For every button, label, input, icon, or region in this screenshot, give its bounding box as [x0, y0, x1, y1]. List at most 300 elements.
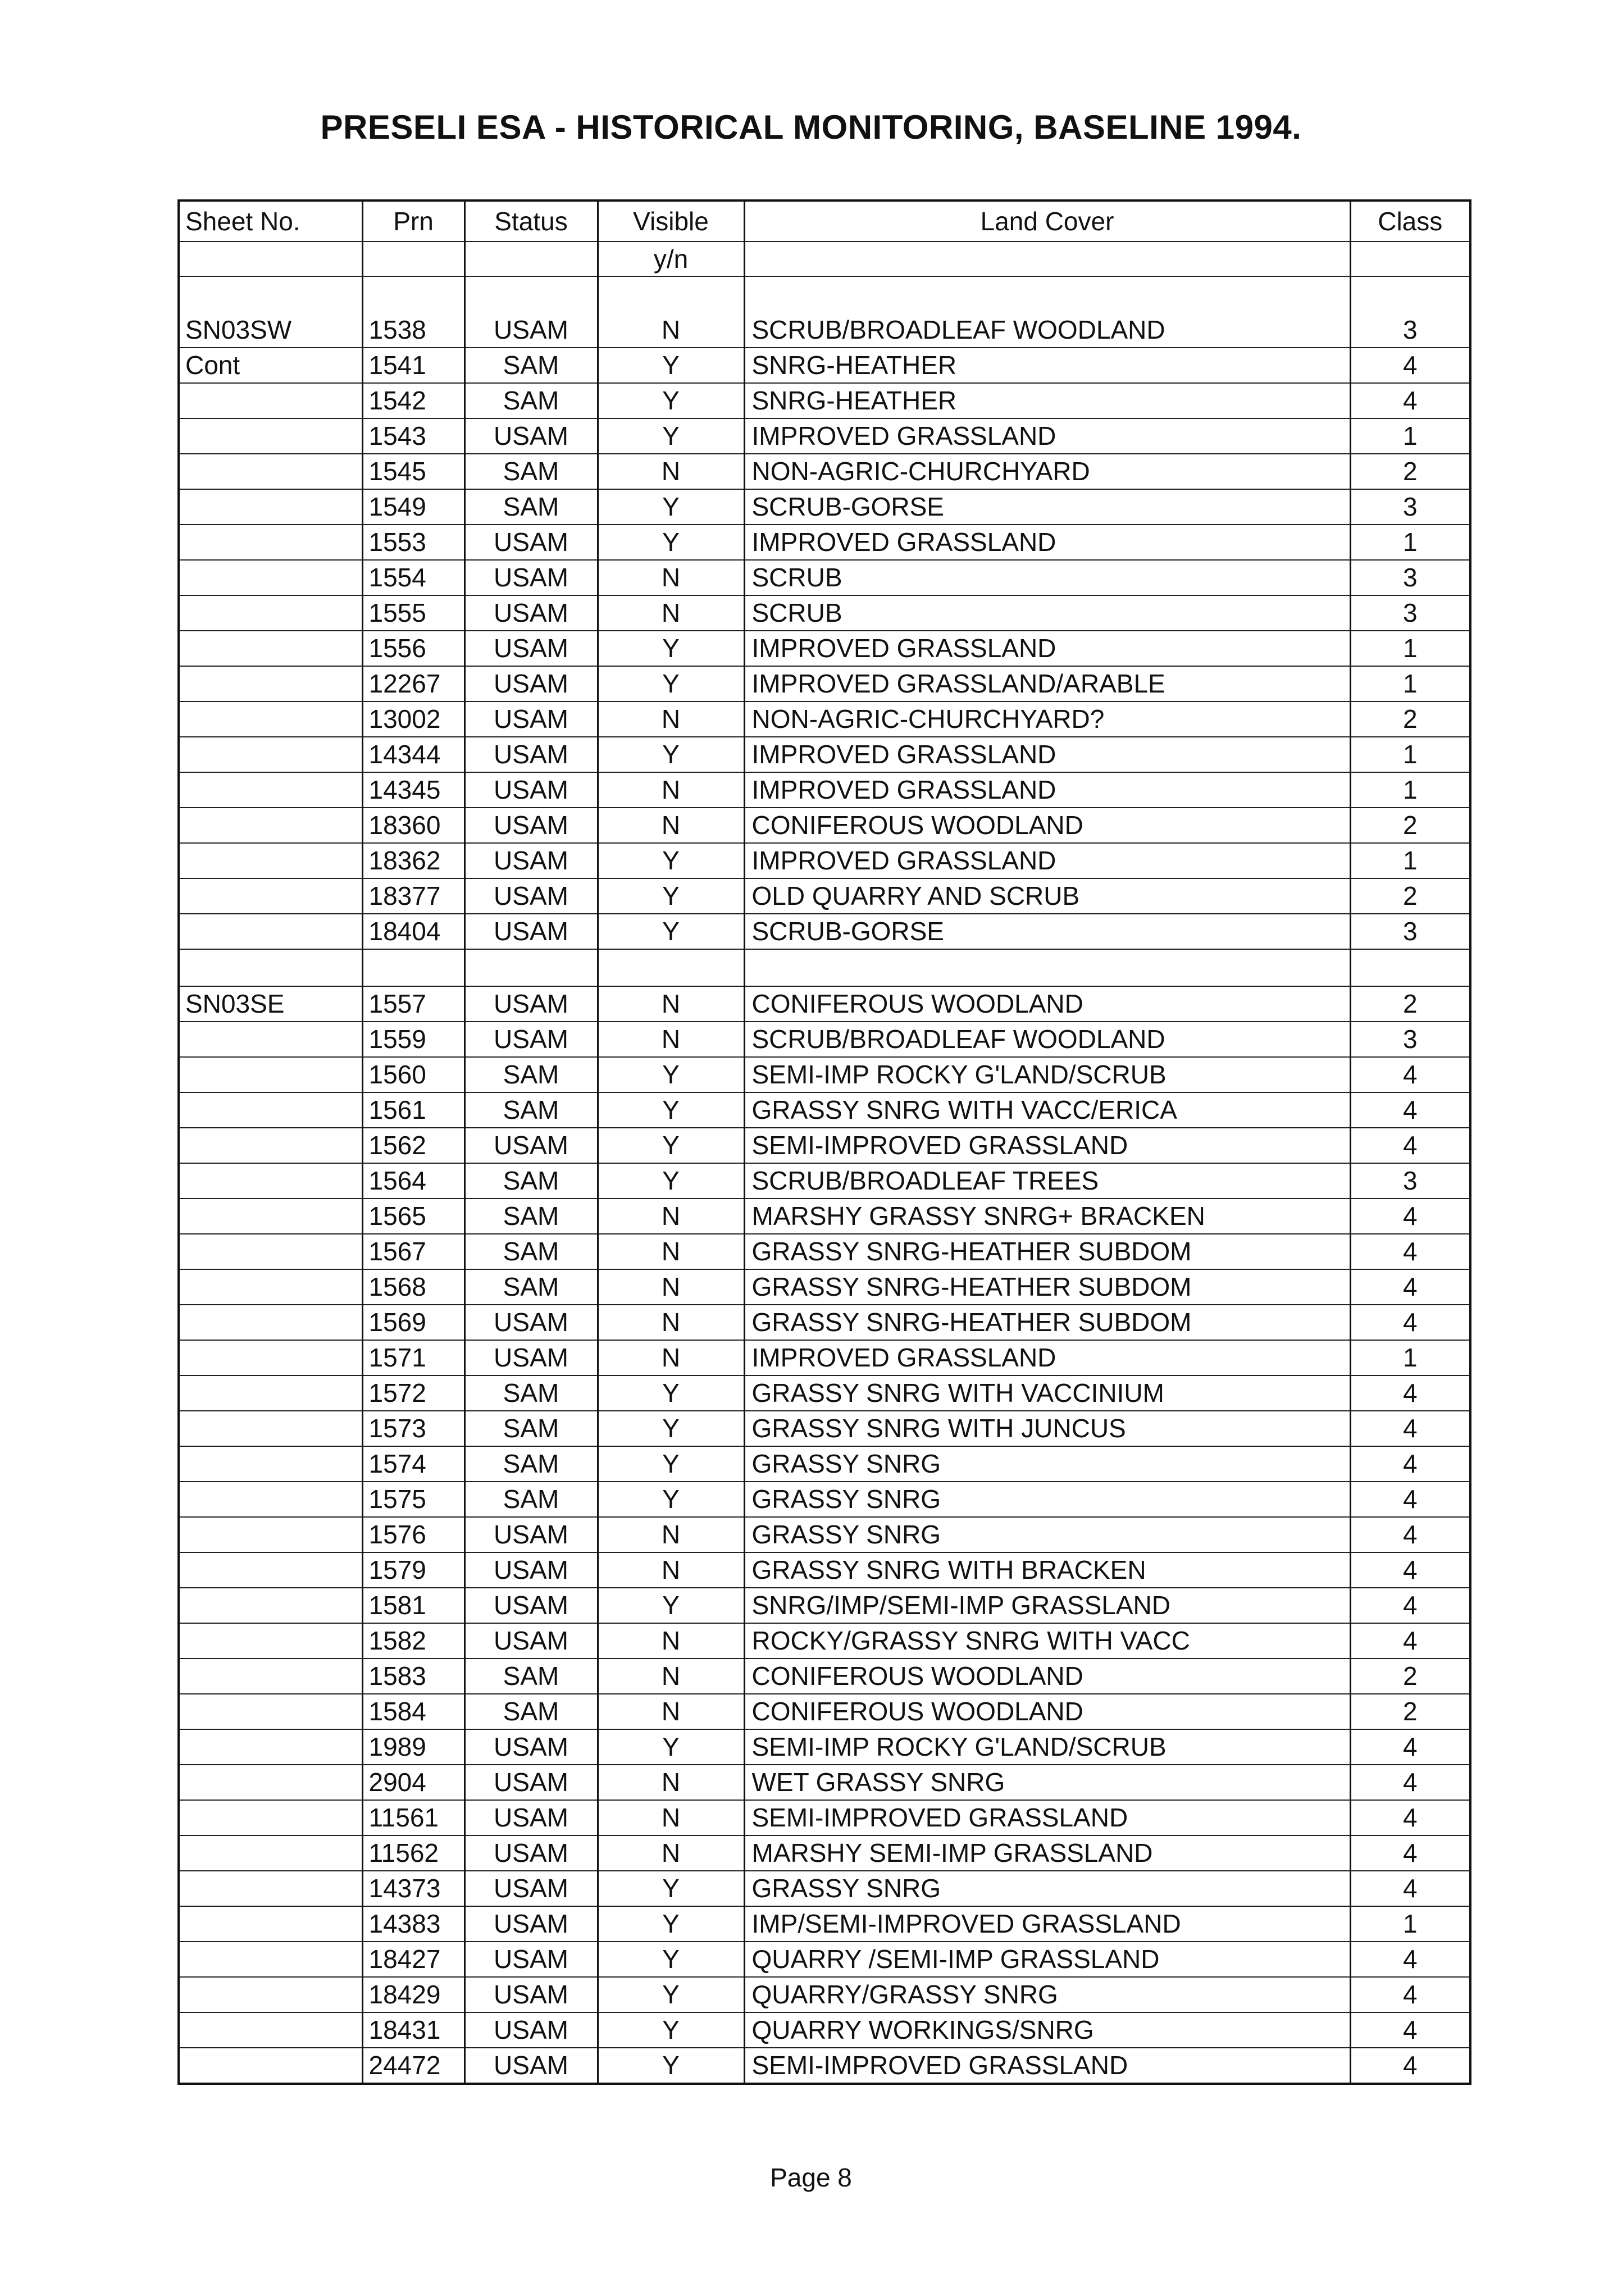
cell-class: 4 [1350, 1057, 1470, 1092]
cell-status: USAM [464, 914, 598, 949]
table-row [179, 737, 1470, 772]
table-row [179, 1623, 1470, 1659]
cell-land-cover: IMPROVED GRASSLAND/ARABLE [744, 666, 1350, 701]
cell-status: USAM [464, 1800, 598, 1835]
cell-land-cover: SNRG/IMP/SEMI-IMP GRASSLAND [744, 1588, 1350, 1623]
table-row [179, 1800, 1470, 1835]
table-body [179, 313, 1470, 2084]
cell-land-cover: GRASSY SNRG [744, 1871, 1350, 1906]
cell-visible: Y [598, 348, 744, 383]
cell-status: SAM [464, 1694, 598, 1729]
cell-prn: 1571 [362, 1340, 464, 1375]
cell-status: USAM [464, 1128, 598, 1163]
cell-sheet-no [179, 1340, 362, 1375]
cell-class: 4 [1350, 348, 1470, 383]
cell-sheet-no [179, 1092, 362, 1128]
cell-class: 4 [1350, 1623, 1470, 1659]
cell-sheet-no: SN03SE [179, 986, 362, 1022]
cell-class: 1 [1350, 772, 1470, 808]
cell-visible: N [598, 313, 744, 348]
cell-prn: 1584 [362, 1694, 464, 1729]
cell-land-cover: SCRUB [744, 560, 1350, 595]
cell-class: 4 [1350, 1269, 1470, 1305]
cell-sheet-no [179, 1659, 362, 1694]
cell-sheet-no [179, 1623, 362, 1659]
cell-prn: 1554 [362, 560, 464, 595]
cell-visible: N [598, 1517, 744, 1552]
cell-prn: 14345 [362, 772, 464, 808]
cell-land-cover: IMPROVED GRASSLAND [744, 737, 1350, 772]
cell-prn: 14344 [362, 737, 464, 772]
monitoring-table-container [177, 199, 1469, 2085]
cell-sheet-no [179, 1588, 362, 1623]
cell-status: USAM [464, 1552, 598, 1588]
cell-visible: N [598, 1199, 744, 1234]
cell-class: 4 [1350, 1411, 1470, 1446]
cell-sheet-no [179, 1906, 362, 1942]
cell-prn: 1582 [362, 1623, 464, 1659]
cell-visible: N [598, 808, 744, 843]
table-row [179, 878, 1470, 914]
cell-status: USAM [464, 313, 598, 348]
cell-sheet-no [179, 701, 362, 737]
cell-status: SAM [464, 454, 598, 489]
cell-class: 2 [1350, 701, 1470, 737]
table-row [179, 1057, 1470, 1092]
cell-land-cover: IMP/SEMI-IMPROVED GRASSLAND [744, 1906, 1350, 1942]
spacer-row [179, 276, 1470, 313]
cell-visible: N [598, 1552, 744, 1588]
cell-visible: Y [598, 2048, 744, 2084]
cell-sheet-no [179, 560, 362, 595]
cell-land-cover: SNRG-HEATHER [744, 383, 1350, 418]
cell-status: USAM [464, 1517, 598, 1552]
cell-sheet-no [179, 1305, 362, 1340]
cell-land-cover: GRASSY SNRG [744, 1482, 1350, 1517]
cell-status: USAM [464, 631, 598, 666]
cell-visible: Y [598, 489, 744, 525]
cell-visible: N [598, 560, 744, 595]
cell-visible: Y [598, 1375, 744, 1411]
monitoring-table [177, 199, 1471, 2085]
cell-status: USAM [464, 1305, 598, 1340]
cell-status: USAM [464, 737, 598, 772]
cell-visible: Y [598, 1906, 744, 1942]
table-row [179, 1588, 1470, 1623]
cell-sheet-no [179, 1057, 362, 1092]
cell-visible: N [598, 1765, 744, 1800]
cell-sheet-no [179, 1128, 362, 1163]
cell-visible: N [598, 1694, 744, 1729]
table-row [179, 1977, 1470, 2012]
cell-sheet-no [179, 737, 362, 772]
cell-visible: N [598, 1340, 744, 1375]
cell-prn: 1542 [362, 383, 464, 418]
cell-prn: 1557 [362, 986, 464, 1022]
table-row [179, 525, 1470, 560]
cell-visible: N [598, 595, 744, 631]
cell-prn: 24472 [362, 2048, 464, 2084]
cell-prn: 1555 [362, 595, 464, 631]
cell-visible: Y [598, 1482, 744, 1517]
cell-status: SAM [464, 1057, 598, 1092]
table-row [179, 454, 1470, 489]
cell-land-cover: CONIFEROUS WOODLAND [744, 808, 1350, 843]
cell-prn: 1989 [362, 1729, 464, 1765]
cell-prn: 13002 [362, 701, 464, 737]
cell-sheet-no [179, 1411, 362, 1446]
cell-status: SAM [464, 1163, 598, 1199]
cell-sheet-no [179, 1234, 362, 1269]
cell-class: 3 [1350, 914, 1470, 949]
cell-prn: 1576 [362, 1517, 464, 1552]
table-row [179, 1765, 1470, 1800]
cell-class: 2 [1350, 1694, 1470, 1729]
cell-sheet-no [179, 1765, 362, 1800]
cell-status: USAM [464, 560, 598, 595]
cell-sheet-no [179, 666, 362, 701]
table-row [179, 1269, 1470, 1305]
cell-land-cover: SNRG-HEATHER [744, 348, 1350, 383]
cell-land-cover: SCRUB-GORSE [744, 489, 1350, 525]
cell-class: 4 [1350, 1765, 1470, 1800]
page-title: PRESELI ESA - HISTORICAL MONITORING, BASELINE 1994. [320, 108, 1302, 146]
cell-visible: Y [598, 1729, 744, 1765]
cell-prn: 1553 [362, 525, 464, 560]
cell-visible: N [598, 1623, 744, 1659]
cell-status: USAM [464, 1022, 598, 1057]
cell-status: SAM [464, 383, 598, 418]
cell-prn: 12267 [362, 666, 464, 701]
cell-prn: 1567 [362, 1234, 464, 1269]
cell-sheet-no [179, 808, 362, 843]
cell-sheet-no [179, 1375, 362, 1411]
cell-land-cover: ROCKY/GRASSY SNRG WITH VACC [744, 1623, 1350, 1659]
cell-sheet-no [179, 914, 362, 949]
table-row [179, 1446, 1470, 1482]
header-prn: Prn [362, 201, 464, 242]
cell-sheet-no [179, 878, 362, 914]
cell-status: USAM [464, 525, 598, 560]
cell-class: 1 [1350, 737, 1470, 772]
cell-sheet-no: SN03SW [179, 313, 362, 348]
table-row [179, 418, 1470, 454]
table-row [179, 914, 1470, 949]
table-row [179, 631, 1470, 666]
cell-land-cover: IMPROVED GRASSLAND [744, 418, 1350, 454]
header-visible: Visible [598, 201, 744, 242]
table-row [179, 383, 1470, 418]
cell-land-cover: SCRUB-GORSE [744, 914, 1350, 949]
cell-status: USAM [464, 1765, 598, 1800]
header-sub-empty [464, 242, 598, 276]
table-row [179, 1835, 1470, 1871]
header-sub-empty [744, 242, 1350, 276]
cell-visible: N [598, 1835, 744, 1871]
table-header [179, 201, 1470, 313]
cell-prn: 1573 [362, 1411, 464, 1446]
table-row [179, 1163, 1470, 1199]
cell-class: 4 [1350, 1199, 1470, 1234]
cell-prn: 1561 [362, 1092, 464, 1128]
cell-sheet-no [179, 595, 362, 631]
cell-sheet-no [179, 1552, 362, 1588]
cell-status: USAM [464, 772, 598, 808]
cell-land-cover: GRASSY SNRG [744, 1517, 1350, 1552]
header-land-cover: Land Cover [744, 201, 1350, 242]
cell-class: 1 [1350, 418, 1470, 454]
table-row [179, 348, 1470, 383]
cell-land-cover: IMPROVED GRASSLAND [744, 631, 1350, 666]
cell-land-cover: QUARRY/GRASSY SNRG [744, 1977, 1350, 2012]
cell-land-cover: WET GRASSY SNRG [744, 1765, 1350, 1800]
cell-class: 4 [1350, 1092, 1470, 1128]
header-sub-empty [179, 242, 362, 276]
cell-prn: 1583 [362, 1659, 464, 1694]
cell-class: 2 [1350, 1659, 1470, 1694]
cell-visible: Y [598, 666, 744, 701]
cell-prn: 1549 [362, 489, 464, 525]
cell-sheet-no [179, 525, 362, 560]
cell-class: 4 [1350, 1729, 1470, 1765]
cell-visible: N [598, 1269, 744, 1305]
cell-prn: 18431 [362, 2012, 464, 2048]
table-row [179, 560, 1470, 595]
cell-prn: 18360 [362, 808, 464, 843]
cell-sheet-no [179, 454, 362, 489]
header-status: Status [464, 201, 598, 242]
table-row [179, 1871, 1470, 1906]
cell-class: 4 [1350, 2012, 1470, 2048]
cell-land-cover: CONIFEROUS WOODLAND [744, 1659, 1350, 1694]
cell-class: 4 [1350, 1234, 1470, 1269]
table-row [179, 1199, 1470, 1234]
cell-land-cover: SCRUB/BROADLEAF WOODLAND [744, 313, 1350, 348]
header-visible-sub: y/n [598, 242, 744, 276]
cell-class: 3 [1350, 560, 1470, 595]
cell-sheet-no [179, 1199, 362, 1234]
cell-visible: Y [598, 737, 744, 772]
cell-class: 4 [1350, 1482, 1470, 1517]
cell-prn: 1564 [362, 1163, 464, 1199]
cell-status: USAM [464, 2012, 598, 2048]
cell-visible: N [598, 986, 744, 1022]
cell-prn: 18404 [362, 914, 464, 949]
cell-status: USAM [464, 986, 598, 1022]
cell-visible: Y [598, 1163, 744, 1199]
cell-sheet-no [179, 418, 362, 454]
cell-prn: 1579 [362, 1552, 464, 1588]
cell-status: USAM [464, 1871, 598, 1906]
cell-land-cover: GRASSY SNRG WITH JUNCUS [744, 1411, 1350, 1446]
cell-class: 4 [1350, 1942, 1470, 1977]
cell-status: SAM [464, 1411, 598, 1446]
cell-visible: Y [598, 631, 744, 666]
cell-land-cover: GRASSY SNRG [744, 1446, 1350, 1482]
table-row [179, 1375, 1470, 1411]
cell-sheet-no [179, 2048, 362, 2084]
table-row [179, 808, 1470, 843]
cell-prn: 14383 [362, 1906, 464, 1942]
cell-status: SAM [464, 1482, 598, 1517]
cell-class: 4 [1350, 1977, 1470, 2012]
cell-land-cover: OLD QUARRY AND SCRUB [744, 878, 1350, 914]
table-row [179, 1942, 1470, 1977]
cell-prn: 18362 [362, 843, 464, 878]
cell-visible: Y [598, 1092, 744, 1128]
cell-sheet-no [179, 1835, 362, 1871]
cell-class: 1 [1350, 1906, 1470, 1942]
cell-visible: Y [598, 914, 744, 949]
cell-status: SAM [464, 1092, 598, 1128]
cell-visible: Y [598, 1128, 744, 1163]
cell-class: 3 [1350, 489, 1470, 525]
cell-sheet-no [179, 1269, 362, 1305]
cell-status: USAM [464, 843, 598, 878]
cell-status: SAM [464, 1269, 598, 1305]
cell-visible: N [598, 454, 744, 489]
cell-visible: N [598, 1022, 744, 1057]
cell-prn: 1543 [362, 418, 464, 454]
cell-land-cover: GRASSY SNRG WITH BRACKEN [744, 1552, 1350, 1588]
cell-visible: Y [598, 418, 744, 454]
cell-prn: 1565 [362, 1199, 464, 1234]
cell-prn: 1574 [362, 1446, 464, 1482]
cell-visible: N [598, 772, 744, 808]
cell-sheet-no [179, 1729, 362, 1765]
cell-class: 4 [1350, 1552, 1470, 1588]
cell-prn: 1559 [362, 1022, 464, 1057]
cell-class: 3 [1350, 1163, 1470, 1199]
cell-land-cover: SEMI-IMP ROCKY G'LAND/SCRUB [744, 1057, 1350, 1092]
cell-sheet-no [179, 631, 362, 666]
cell-prn: 11561 [362, 1800, 464, 1835]
cell-sheet-no: Cont [179, 348, 362, 383]
cell-sheet-no [179, 1800, 362, 1835]
cell-sheet-no [179, 1022, 362, 1057]
cell-visible: N [598, 1234, 744, 1269]
cell-class: 1 [1350, 666, 1470, 701]
table-row [179, 2048, 1470, 2084]
cell-status: USAM [464, 701, 598, 737]
cell-status: SAM [464, 348, 598, 383]
cell-prn: 1545 [362, 454, 464, 489]
cell-class: 4 [1350, 1446, 1470, 1482]
table-row [179, 1659, 1470, 1694]
header-sub-empty [362, 242, 464, 276]
table-row [179, 772, 1470, 808]
cell-land-cover: NON-AGRIC-CHURCHYARD? [744, 701, 1350, 737]
cell-land-cover: GRASSY SNRG-HEATHER SUBDOM [744, 1234, 1350, 1269]
cell-land-cover: SEMI-IMPROVED GRASSLAND [744, 2048, 1350, 2084]
cell-status: USAM [464, 1942, 598, 1977]
table-row [179, 1305, 1470, 1340]
cell-class: 4 [1350, 383, 1470, 418]
table-row [179, 1128, 1470, 1163]
cell-status: USAM [464, 1588, 598, 1623]
cell-prn: 18377 [362, 878, 464, 914]
cell-land-cover: GRASSY SNRG WITH VACC/ERICA [744, 1092, 1350, 1128]
table-row [179, 1517, 1470, 1552]
cell-class: 2 [1350, 878, 1470, 914]
cell-status: USAM [464, 595, 598, 631]
table-row [179, 1022, 1470, 1057]
table-row [179, 1092, 1470, 1128]
cell-class: 4 [1350, 1375, 1470, 1411]
cell-status: USAM [464, 1623, 598, 1659]
cell-class: 2 [1350, 986, 1470, 1022]
cell-status: SAM [464, 1199, 598, 1234]
cell-class: 2 [1350, 808, 1470, 843]
cell-prn: 1572 [362, 1375, 464, 1411]
cell-prn: 18427 [362, 1942, 464, 1977]
table-row [179, 1234, 1470, 1269]
cell-class: 4 [1350, 1835, 1470, 1871]
header-row [179, 201, 1470, 242]
cell-sheet-no [179, 2012, 362, 2048]
cell-land-cover: SCRUB/BROADLEAF TREES [744, 1163, 1350, 1199]
table-row [179, 843, 1470, 878]
cell-prn: 18429 [362, 1977, 464, 2012]
header-sheet: Sheet No. [179, 201, 362, 242]
cell-status: USAM [464, 2048, 598, 2084]
cell-visible: N [598, 701, 744, 737]
cell-land-cover: MARSHY SEMI-IMP GRASSLAND [744, 1835, 1350, 1871]
cell-status: SAM [464, 1446, 598, 1482]
cell-visible: Y [598, 1057, 744, 1092]
cell-class: 1 [1350, 843, 1470, 878]
cell-class: 1 [1350, 631, 1470, 666]
cell-visible: N [598, 1659, 744, 1694]
table-row [179, 489, 1470, 525]
table-row [179, 986, 1470, 1022]
cell-visible: N [598, 1800, 744, 1835]
table-row [179, 666, 1470, 701]
cell-prn: 1541 [362, 348, 464, 383]
cell-prn: 1581 [362, 1588, 464, 1623]
cell-class: 4 [1350, 2048, 1470, 2084]
cell-land-cover: SEMI-IMPROVED GRASSLAND [744, 1800, 1350, 1835]
cell-prn: 1568 [362, 1269, 464, 1305]
cell-status: USAM [464, 808, 598, 843]
cell-land-cover: NON-AGRIC-CHURCHYARD [744, 454, 1350, 489]
cell-status: USAM [464, 666, 598, 701]
table-row [179, 313, 1470, 348]
cell-status: SAM [464, 1375, 598, 1411]
cell-land-cover: CONIFEROUS WOODLAND [744, 986, 1350, 1022]
cell-sheet-no [179, 1482, 362, 1517]
cell-prn: 1569 [362, 1305, 464, 1340]
cell-class: 4 [1350, 1871, 1470, 1906]
cell-prn: 1560 [362, 1057, 464, 1092]
cell-class: 4 [1350, 1588, 1470, 1623]
cell-land-cover: IMPROVED GRASSLAND [744, 525, 1350, 560]
cell-class: 1 [1350, 525, 1470, 560]
table-row [179, 595, 1470, 631]
cell-class: 3 [1350, 313, 1470, 348]
page-number: Page 8 [770, 2163, 852, 2192]
cell-class: 3 [1350, 1022, 1470, 1057]
cell-visible: Y [598, 878, 744, 914]
cell-visible: Y [598, 1411, 744, 1446]
cell-sheet-no [179, 383, 362, 418]
cell-prn: 11562 [362, 1835, 464, 1871]
cell-prn: 1538 [362, 313, 464, 348]
cell-visible: Y [598, 843, 744, 878]
cell-class: 4 [1350, 1800, 1470, 1835]
cell-land-cover: IMPROVED GRASSLAND [744, 1340, 1350, 1375]
header-class: Class [1350, 201, 1470, 242]
